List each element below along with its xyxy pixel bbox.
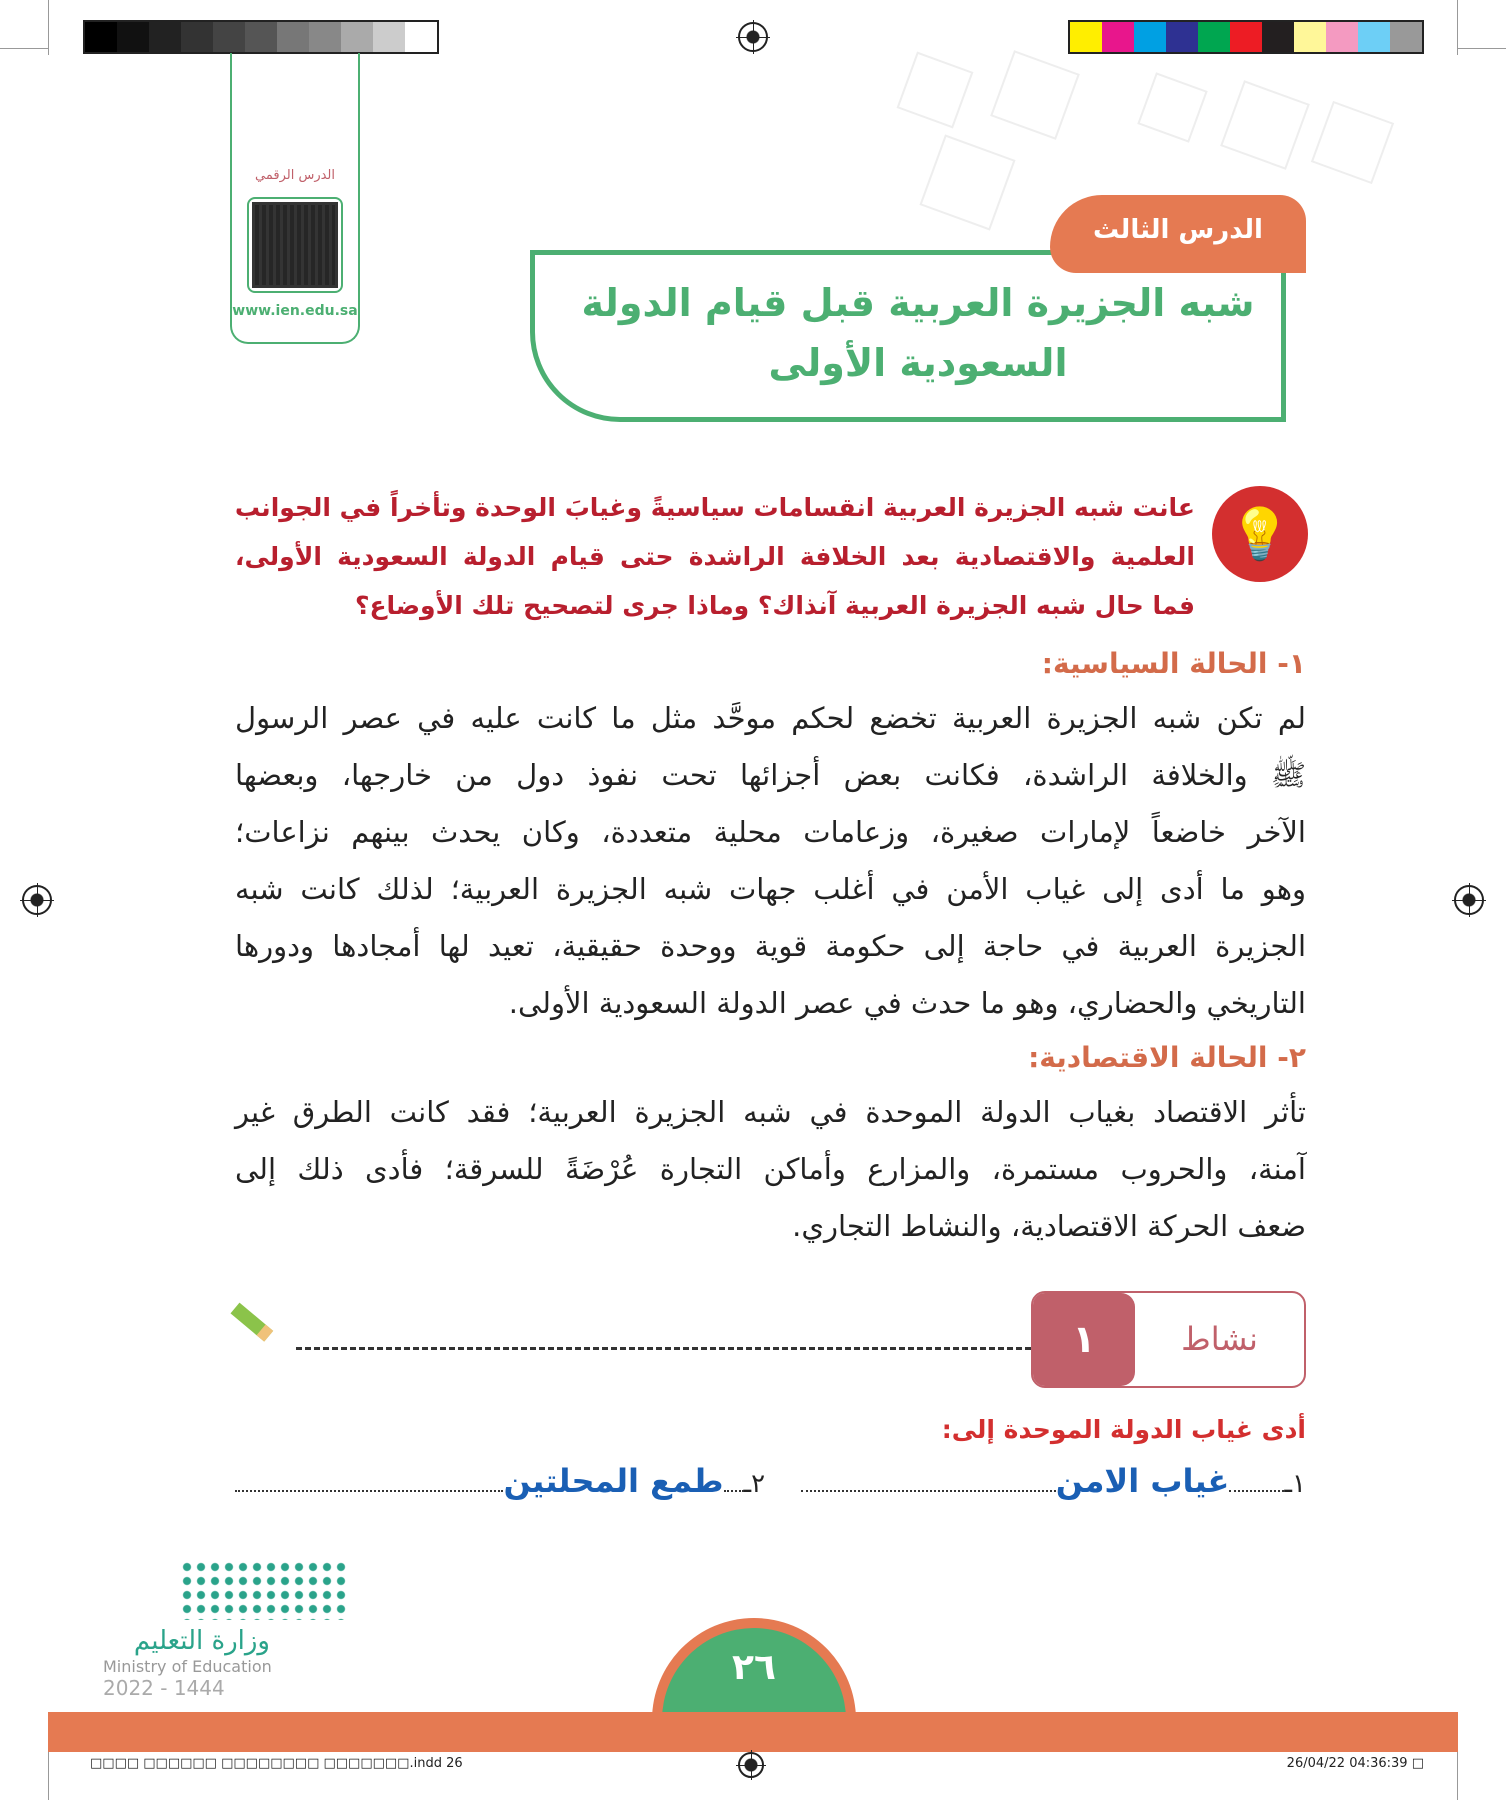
decorative-square (1311, 101, 1394, 184)
color-swatch (149, 22, 181, 52)
answer-number: ٢ـ (743, 1469, 766, 1499)
footer-band (48, 1712, 1458, 1752)
process-color-bar (1068, 20, 1424, 54)
color-swatch (1230, 22, 1262, 52)
activity-row (235, 1291, 1306, 1388)
lightbulb-icon: 💡 (1212, 486, 1308, 582)
activity-number: ١ (1033, 1293, 1135, 1386)
lesson-title-line2: السعودية الأولى (768, 341, 1068, 385)
body-line: ضعف الحركة الاقتصادية، والنشاط التجاري. (792, 1209, 1306, 1243)
body-line: التاريخي والحضاري، وهو ما حدث في عصر الدولة السعودية الأولى. (508, 986, 1306, 1020)
body-line: آمنة، والحروب مستمرة، والمزارع وأماكن التجارة عُرْضَةً للسرقة؛ فأدى ذلك إلى (235, 1152, 1306, 1186)
color-swatch (1390, 22, 1422, 52)
crop-mark (1457, 0, 1458, 55)
color-swatch (117, 22, 149, 52)
ministry-name-en: Ministry of Education (103, 1657, 272, 1677)
intro-line: عانت شبه الجزيرة العربية انقسامات سياسيةً وغيابَ الوحدة وتأخراً في الجوانب (234, 493, 1195, 522)
color-swatch (1326, 22, 1358, 52)
answers-row (235, 1462, 1306, 1500)
decorative-square (990, 50, 1080, 140)
lesson-title-box (530, 250, 1286, 422)
print-timestamp: 26/04/22 04:36:39 □ (1286, 1756, 1424, 1771)
section-body-economic (235, 1084, 1306, 1255)
color-swatch (1166, 22, 1198, 52)
section-body-political (235, 690, 1306, 1032)
digital-lesson-label: الدرس الرقمي (255, 168, 335, 183)
body-line: لم تكن شبه الجزيرة العربية تخضع لحكم موحَّد مثل ما كانت عليه في عصر الرسول (235, 701, 1306, 735)
registration-mark-icon (738, 22, 768, 52)
crop-mark (48, 1750, 49, 1800)
color-swatch (1198, 22, 1230, 52)
intro-text (235, 483, 1195, 630)
body-line: تأثر الاقتصاد بغياب الدولة الموحدة في شبه الجزيرة العربية؛ فقد كانت الطرق غير (235, 1095, 1306, 1129)
body-line: الجزيرة العربية في حاجة إلى حكومة قوية ووحدة حقيقية، تعيد لها أمجادها ودورها (235, 929, 1306, 963)
decorative-square (1220, 80, 1310, 170)
color-swatch (213, 22, 245, 52)
section-heading-economic: ٢- الحالة الاقتصادية: (1028, 1041, 1306, 1074)
color-swatch (85, 22, 117, 52)
lesson-title-line1: شبه الجزيرة العربية قبل قيام الدولة (581, 281, 1255, 325)
qr-code[interactable] (247, 197, 343, 293)
crop-mark (0, 48, 48, 49)
color-swatch (405, 22, 437, 52)
lesson-number-tag: الدرس الثالث (1050, 195, 1306, 273)
registration-mark-icon (1454, 885, 1484, 915)
color-swatch (181, 22, 213, 52)
registration-mark-icon (22, 885, 52, 915)
color-swatch (1134, 22, 1166, 52)
color-swatch (1070, 22, 1102, 52)
crop-mark (1458, 48, 1506, 49)
activity-divider (296, 1347, 1031, 1350)
body-line: الآخر خاضعاً لإمارات صغيرة، وزعامات محلية متعددة، وكان يحدث بينهم نزاعات؛ (235, 815, 1306, 849)
ministry-year: 2022 - 1444 (103, 1676, 225, 1701)
color-swatch (245, 22, 277, 52)
activity-question: أدى غياب الدولة الموحدة إلى: (941, 1415, 1306, 1444)
grayscale-color-bar (83, 20, 439, 54)
activity-label: نشاط (1181, 1320, 1258, 1358)
answer-2 (235, 1462, 765, 1500)
activity-box (1031, 1291, 1306, 1388)
color-swatch (1102, 22, 1134, 52)
crop-mark (48, 0, 49, 55)
ministry-text (100, 1626, 350, 1700)
body-line: وهو ما أدى إلى غياب الأمن في أغلب جهات شبه الجزيرة العربية؛ لذلك كانت شبه (235, 872, 1306, 906)
answer-number: ١ـ (1284, 1469, 1306, 1499)
digital-lesson-url[interactable]: www.ien.edu.sa (232, 303, 358, 319)
color-swatch (1294, 22, 1326, 52)
section-heading-political: ١- الحالة السياسية: (1041, 647, 1306, 680)
color-swatch (373, 22, 405, 52)
ministry-name-ar: وزارة التعليم (133, 1626, 270, 1656)
main-content (235, 483, 1306, 1500)
color-swatch (341, 22, 373, 52)
pencil-icon (231, 1303, 274, 1342)
color-swatch (277, 22, 309, 52)
answer-field[interactable]: غياب الامن (1055, 1462, 1230, 1500)
crop-mark (1457, 1750, 1458, 1800)
ministry-logo-dots (180, 1560, 350, 1620)
answer-1 (801, 1462, 1306, 1500)
registration-mark-icon (738, 1752, 764, 1778)
color-swatch (1358, 22, 1390, 52)
decorative-square (897, 52, 974, 129)
digital-lesson-panel[interactable] (230, 53, 360, 344)
intro-line: فما حال شبه الجزيرة العربية آنذاك؟ وماذا جرى لتصحيح تلك الأوضاع؟ (354, 591, 1195, 620)
color-swatch (309, 22, 341, 52)
answer-field[interactable]: طمع المحلتين (503, 1462, 724, 1500)
page-number: ٢٦ (662, 1628, 846, 1728)
color-swatch (1262, 22, 1294, 52)
decorative-square (919, 134, 1015, 230)
decorative-square (1137, 72, 1207, 142)
body-line: ﷺ والخلافة الراشدة، فكانت بعض أجزائها تحت نفوذ دول من خارجها، وبعضها (235, 758, 1306, 792)
print-file-name: □□□□ □□□□□□ □□□□□□□□ □□□□□□□.indd 26 (90, 1756, 463, 1771)
intro-line: العلمية والاقتصادية بعد الخلافة الراشدة حتى قيام الدولة السعودية الأولى، (235, 542, 1195, 571)
